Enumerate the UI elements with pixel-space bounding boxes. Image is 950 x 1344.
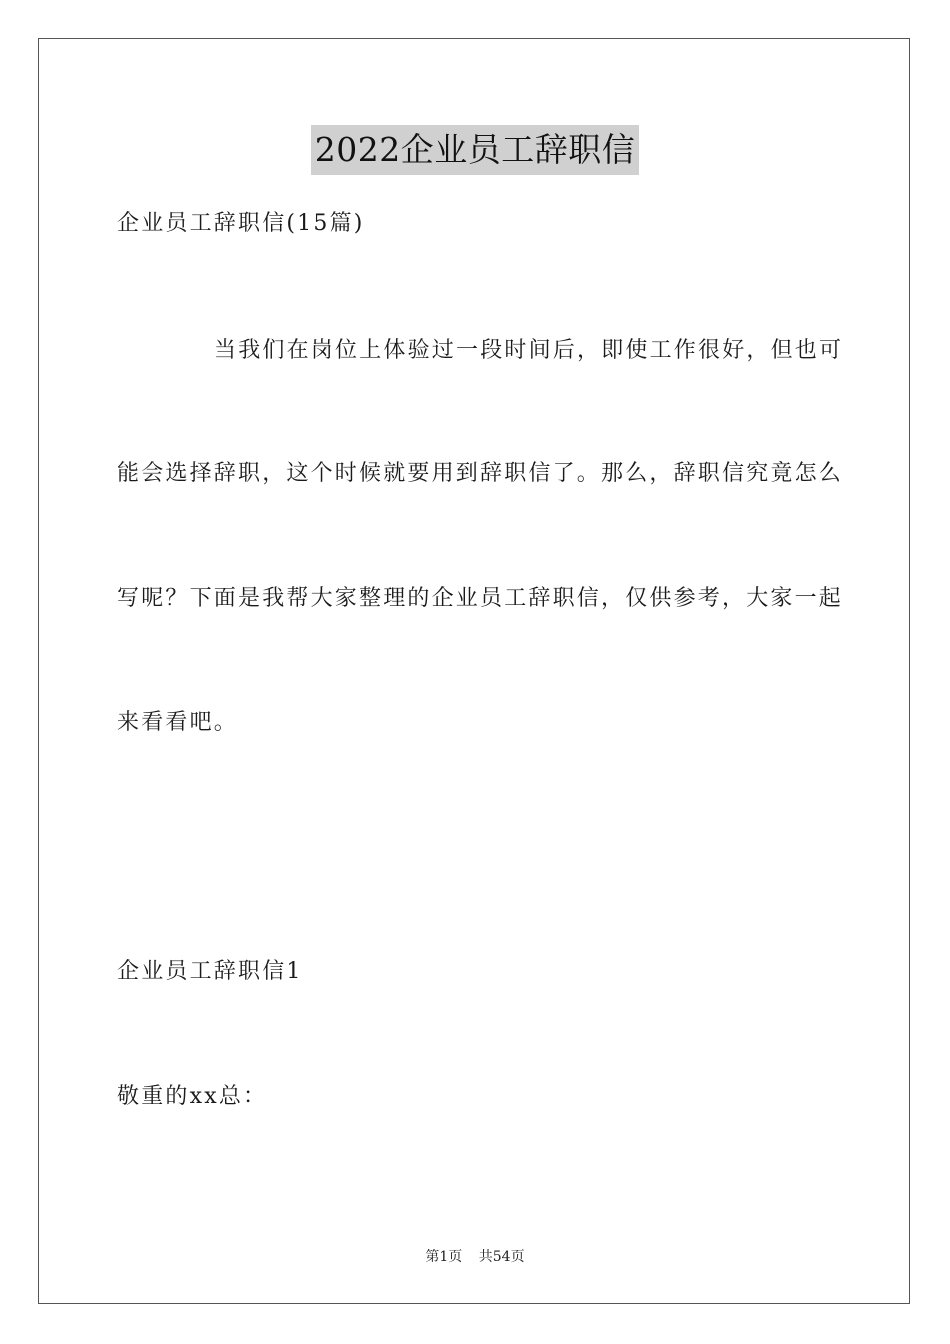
intro-line-4: 来看看吧。: [117, 710, 239, 735]
title-container: [0, 125, 950, 175]
page-footer: [0, 1246, 950, 1266]
salutation: 敬重的xx总：: [117, 1084, 268, 1109]
document-subtitle: 企业员工辞职信(15篇): [117, 211, 365, 236]
section-heading: 企业员工辞职信1: [117, 959, 303, 984]
page-total: 共54页: [478, 1249, 525, 1265]
intro-line-3: 写呢？下面是我帮大家整理的企业员工辞职信，仅供参考，大家一起: [117, 586, 844, 611]
intro-line-2: 能会选择辞职，这个时候就要用到辞职信了。那么，辞职信究竟怎么: [117, 461, 844, 486]
document-title: 2022企业员工辞职信: [311, 125, 639, 175]
intro-line-1: 当我们在岗位上体验过一段时间后，即使工作很好，但也可: [214, 338, 844, 363]
page-number: 第1页: [425, 1249, 463, 1265]
